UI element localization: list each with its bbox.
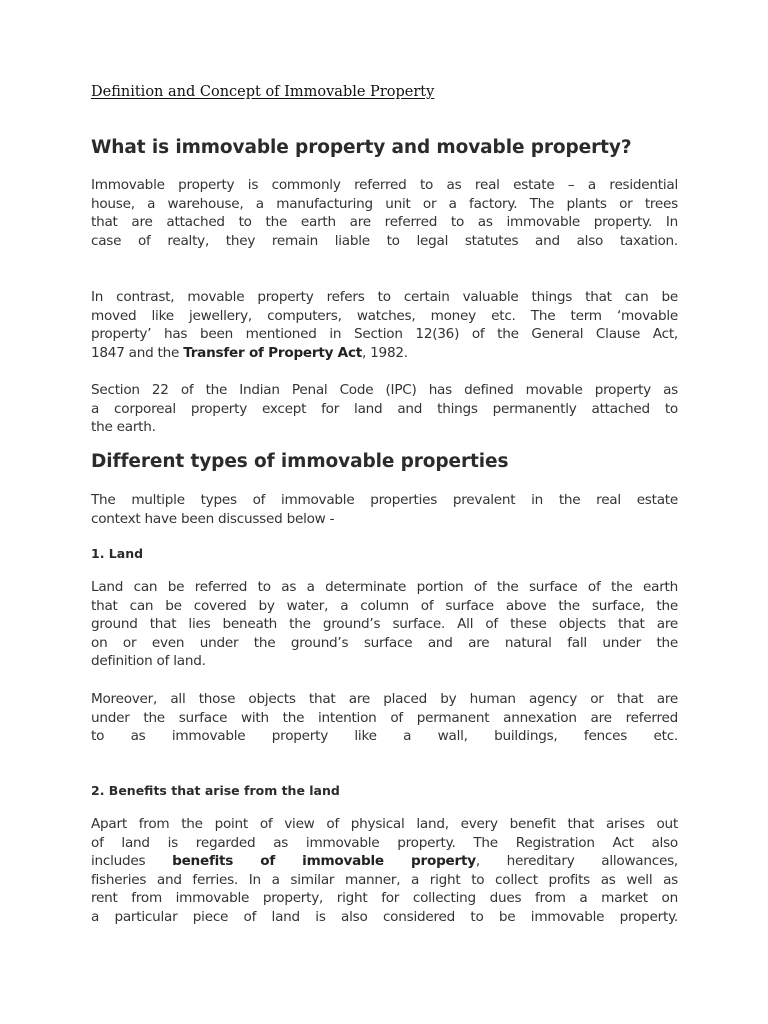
text-line [91, 344, 678, 363]
paragraph-movable-contrast [91, 288, 678, 362]
text-line [91, 852, 678, 871]
paragraph-types-intro [91, 491, 678, 528]
subheading-land: 1. Land [91, 546, 144, 561]
bold-term-transfer-of-property-act: Transfer of Property Act [183, 344, 363, 361]
text-line: of land is regarded as immovable property. The Registration Act also [91, 834, 678, 851]
section-heading-types: Different types of immovable properties [91, 451, 509, 472]
text-line: on or even under the ground’s surface and are natural fall under the [91, 634, 678, 651]
text-segment: , 1982. [362, 344, 408, 361]
text-line: definition of land. [91, 653, 206, 670]
document-title: Definition and Concept of Immovable Property [91, 84, 435, 100]
text-line: Land can be referred to as a determinate portion of the surface of the earth [91, 579, 678, 595]
text-line: context have been discussed below - [91, 510, 335, 527]
text-segment: , hereditary allowances, [475, 853, 678, 870]
paragraph-benefits [91, 815, 678, 927]
text-line: Immovable property is commonly referred to as real estate – a residential [91, 177, 678, 193]
paragraph-land-human-agency [91, 690, 678, 746]
paragraph-land-definition [91, 578, 678, 671]
paragraph-ipc-section-22 [91, 381, 678, 437]
text-line: a particular piece of land is also considered to be immovable property. [91, 908, 678, 925]
text-line: The multiple types of immovable properties prevalent in the real estate [91, 492, 678, 508]
text-segment: includes [91, 853, 173, 870]
text-line: Moreover, all those objects that are placed by human agency or that are [91, 691, 678, 707]
paragraph-immovable-definition [91, 176, 678, 250]
bold-term-benefits-of-immovable-property: benefits of immovable property [172, 853, 476, 870]
text-line: ground that lies beneath the ground’s surface. All of these objects that are [91, 616, 678, 633]
text-line: the earth. [91, 419, 156, 436]
text-line: Section 22 of the Indian Penal Code (IPC) has defined movable property as [91, 382, 678, 398]
text-line: house, a warehouse, a manufacturing unit or a factory. The plants or trees [91, 195, 678, 212]
text-line: moved like jewellery, computers, watches, money etc. The term ‘movable [91, 307, 678, 324]
text-line: case of realty, they remain liable to legal statutes and also taxation. [91, 232, 678, 249]
text-line: property’ has been mentioned in Section 12(36) of the General Clause Act, [91, 326, 678, 343]
section-heading-immovable-movable: What is immovable property and movable property? [91, 137, 632, 158]
text-line: to as immovable property like a wall, buildings, fences etc. [91, 728, 678, 745]
text-line: that are attached to the earth are referred to as immovable property. In [91, 214, 678, 231]
text-line: In contrast, movable property refers to certain valuable things that can be [91, 289, 678, 305]
text-line: a corporeal property except for land and things permanently attached to [91, 400, 678, 417]
text-line: that can be covered by water, a column of surface above the surface, the [91, 597, 678, 614]
text-line: under the surface with the intention of permanent annexation are referred [91, 709, 678, 726]
text-segment: 1847 and the [91, 344, 184, 361]
text-line: Apart from the point of view of physical land, every benefit that arises out [91, 816, 678, 832]
text-line: fisheries and ferries. In a similar manner, a right to collect profits as well as [91, 871, 678, 888]
text-line: rent from immovable property, right for collecting dues from a market on [91, 890, 678, 907]
subheading-benefits-from-land: 2. Benefits that arise from the land [91, 783, 340, 798]
